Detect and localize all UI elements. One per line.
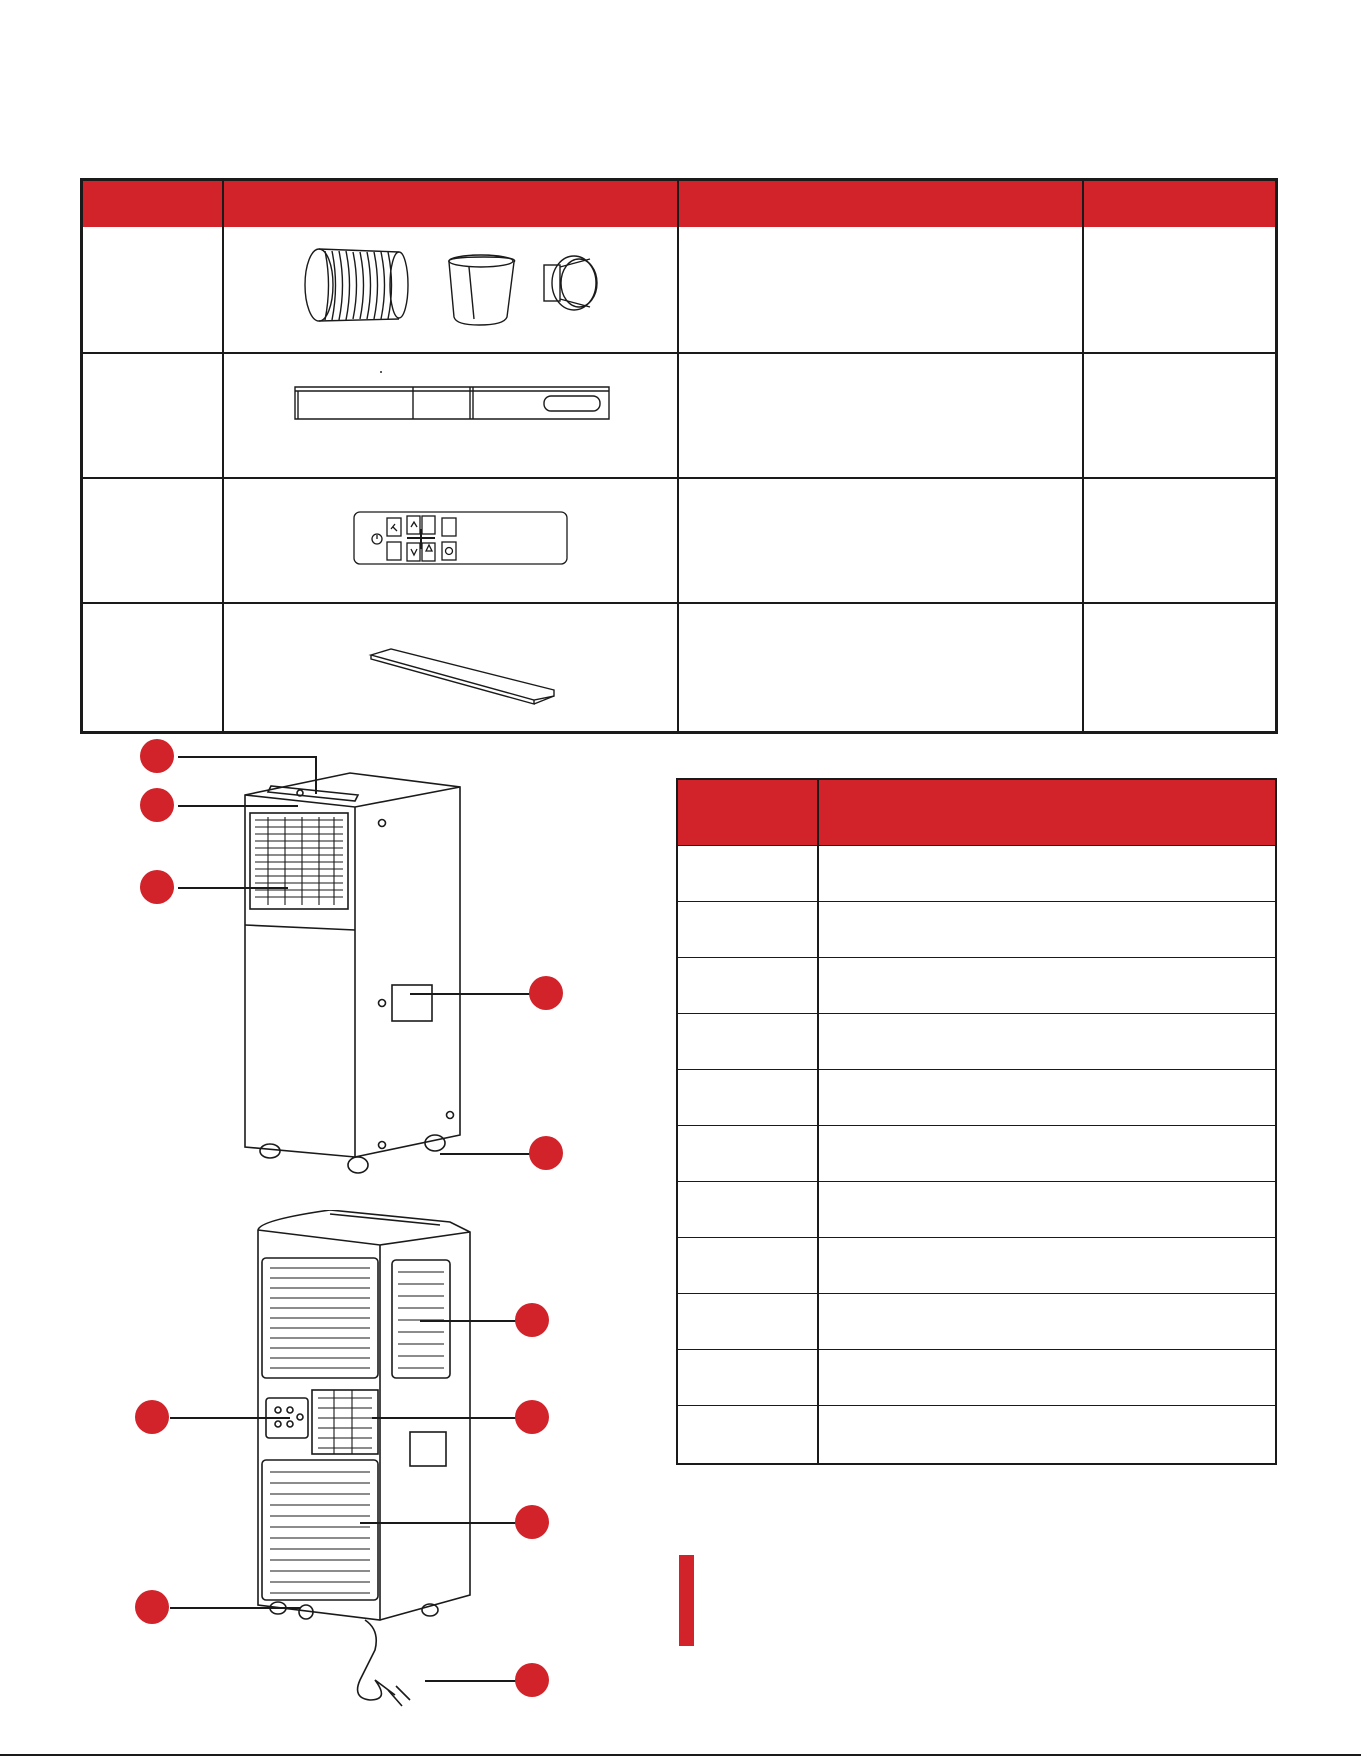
- callout-leader: [420, 1320, 516, 1322]
- feature-row-number: [678, 1294, 819, 1349]
- parts-row-2-quantity: [1084, 354, 1275, 479]
- callout-leader: [315, 756, 317, 794]
- feature-row-number: [678, 1070, 819, 1125]
- parts-row-4-quantity: [1084, 604, 1275, 731]
- parts-row-1-description: [679, 227, 1084, 354]
- feature-table: [676, 778, 1277, 1465]
- parts-table-header-quantity: [1084, 181, 1275, 227]
- callout-leader: [170, 1417, 290, 1419]
- feature-row: [678, 845, 1275, 901]
- callout-marker: [529, 1136, 563, 1170]
- feature-row: [678, 1293, 1275, 1349]
- callout-marker: [515, 1505, 549, 1539]
- feature-row: [678, 1125, 1275, 1181]
- parts-table-header-item: [83, 181, 224, 227]
- feature-row-number: [678, 1406, 819, 1463]
- feature-row: [678, 1405, 1275, 1463]
- callout-marker: [135, 1590, 169, 1624]
- parts-table-header-description: [679, 181, 1084, 227]
- parts-row-3-quantity: [1084, 479, 1275, 604]
- page-bottom-rule: [0, 1754, 1361, 1756]
- parts-row-4-image: [224, 604, 679, 731]
- note-accent-bar: [679, 1555, 694, 1646]
- callout-leader: [410, 993, 530, 995]
- callout-leader: [178, 887, 288, 889]
- callout-marker: [140, 788, 174, 822]
- feature-row-number: [678, 1182, 819, 1237]
- window-slider-kit-drawing: [224, 354, 675, 477]
- callout-leader: [360, 1522, 516, 1524]
- feature-row-number: [678, 902, 819, 957]
- callout-marker: [515, 1400, 549, 1434]
- feature-row: [678, 1181, 1275, 1237]
- callout-marker: [140, 870, 174, 904]
- feature-row-number: [678, 1126, 819, 1181]
- feature-row-number: [678, 1350, 819, 1405]
- callout-leader: [170, 1607, 300, 1609]
- callout-marker: [140, 739, 174, 773]
- parts-row-4-item: [83, 604, 224, 731]
- parts-row-1-image: [224, 227, 679, 354]
- callout-marker: [515, 1303, 549, 1337]
- parts-row-2-image: [224, 354, 679, 479]
- parts-table: [80, 178, 1278, 734]
- callout-leader: [372, 1417, 516, 1419]
- parts-row-1-item: [83, 227, 224, 354]
- parts-table-header-image: [224, 181, 679, 227]
- extension-strip-drawing: [224, 604, 675, 729]
- rear-unit-drawing: [240, 1210, 520, 1710]
- callout-leader: [440, 1153, 530, 1155]
- callout-leader: [425, 1680, 516, 1682]
- front-unit-drawing: [230, 765, 480, 1185]
- callout-leader: [178, 805, 298, 807]
- exhaust-hose-and-adapters-drawing: [224, 227, 675, 352]
- parts-row-2-item: [83, 354, 224, 479]
- feature-table-header-name: [819, 780, 1275, 845]
- callout-leader: [178, 756, 316, 758]
- callout-marker: [515, 1663, 549, 1697]
- callout-marker: [529, 976, 563, 1010]
- feature-row-number: [678, 846, 819, 901]
- callout-marker: [135, 1400, 169, 1434]
- feature-row: [678, 1349, 1275, 1405]
- parts-row-2-description: [679, 354, 1084, 479]
- parts-row-4-description: [679, 604, 1084, 731]
- feature-row-number: [678, 1238, 819, 1293]
- feature-row-number: [678, 1014, 819, 1069]
- feature-row: [678, 957, 1275, 1013]
- remote-control-drawing: [224, 479, 675, 602]
- parts-row-3-description: [679, 479, 1084, 604]
- parts-row-1-quantity: [1084, 227, 1275, 354]
- feature-table-header-number: [678, 780, 819, 845]
- feature-row: [678, 901, 1275, 957]
- feature-row: [678, 1013, 1275, 1069]
- feature-row: [678, 1069, 1275, 1125]
- feature-row: [678, 1237, 1275, 1293]
- feature-row-number: [678, 958, 819, 1013]
- parts-row-3-image: [224, 479, 679, 604]
- parts-row-3-item: [83, 479, 224, 604]
